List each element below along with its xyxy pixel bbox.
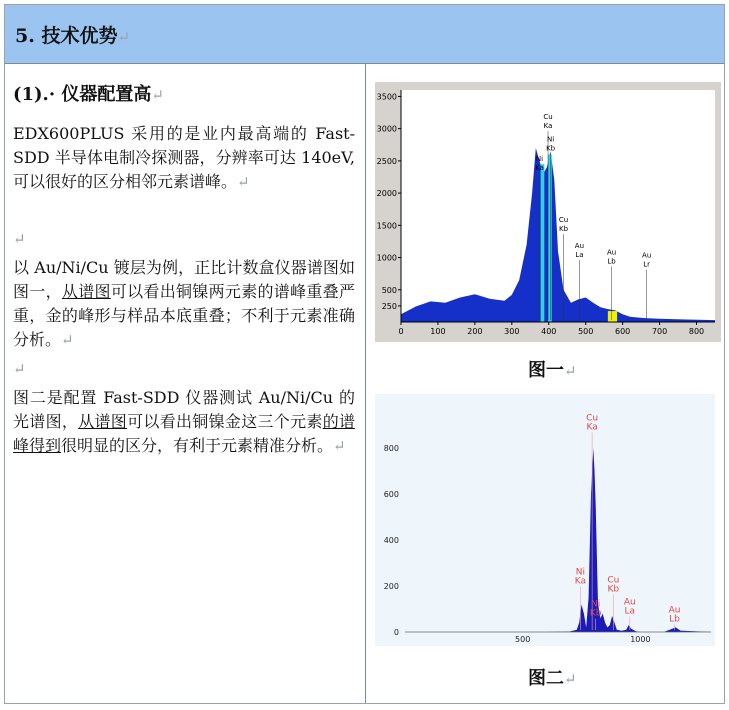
y-tick-label: 1000 — [376, 253, 397, 263]
section-header — [5, 5, 724, 64]
y-tick-label: 250 — [381, 301, 397, 311]
paragraph-figure1: 以 Au/Ni/Cu 镀层为例，正比计数盒仪器谱图如图一，从谱图可以看出铜镍两元素的谱峰重叠严重，金的峰形与样品本底重叠；不利于元素准确分析。↵ — [13, 258, 355, 349]
x-tick-label: 700 — [651, 327, 668, 336]
underlined-text: 的谱峰得到 — [13, 412, 355, 455]
y-tick-label: 2000 — [376, 189, 397, 199]
section-title: 5. 技术优势↵ — [15, 25, 131, 47]
y-tick-label: 2500 — [376, 156, 397, 166]
peak-label: Au La — [623, 597, 636, 617]
peak-label: Au La — [574, 241, 585, 259]
peak-label: Ni Ka — [574, 567, 586, 587]
x-tick-label: 0 — [398, 327, 404, 336]
text-column — [5, 64, 365, 703]
x-tick-label: 200 — [467, 327, 483, 336]
peak-label: Au Lb — [668, 605, 681, 625]
empty-line-mark: ↵ — [13, 360, 26, 378]
cu-ka-band — [548, 154, 552, 322]
chart-background — [375, 394, 715, 646]
y-tick-label: 200 — [383, 582, 399, 591]
y-tick-label: 3500 — [376, 92, 397, 102]
y-tick-label: 800 — [383, 444, 399, 453]
figure-caption-1: 图一↵ — [528, 360, 577, 381]
ni-ka-band — [541, 164, 545, 322]
peak-label: Ni Kb — [546, 135, 556, 153]
return-mark-icon: ↵ — [151, 86, 164, 104]
spectrum-chart-2 — [375, 394, 715, 646]
document-table — [4, 4, 725, 704]
peak-label: Cu Kb — [607, 575, 620, 595]
y-tick-label: 1500 — [376, 221, 397, 231]
peak-label: Cu Kb — [558, 216, 569, 234]
peak-label: Ni Kb — [589, 599, 602, 619]
spectrum-chart-1 — [375, 82, 721, 342]
return-mark-icon: ↵ — [117, 28, 131, 46]
return-mark-icon: ↵ — [333, 437, 346, 455]
x-tick-label: 300 — [504, 327, 520, 336]
return-mark-icon: ↵ — [61, 331, 74, 349]
peak-label: Au Lb — [606, 248, 617, 266]
y-tick-label: 3000 — [376, 124, 397, 134]
peak-label: Cu Ka — [543, 113, 553, 130]
au-lb-band — [608, 311, 617, 322]
empty-line-mark: ↵ — [13, 230, 26, 248]
paragraph-figure2: 图二是配置 Fast-SDD 仪器测试 Au/Ni/Cu 的光谱图，从谱图可以看出铜镍金这三个元素的谱峰得到很明显的区分，有利于元素精准分析。↵ — [13, 388, 355, 455]
return-mark-icon: ↵ — [564, 362, 577, 380]
underlined-text: 从谱图 — [61, 282, 111, 301]
sub-heading: (1).· 仪器配置高↵ — [13, 84, 164, 105]
figure-caption-2: 图二↵ — [528, 668, 577, 689]
y-tick-label: 0 — [393, 628, 399, 637]
peak-label: Cu Ka — [586, 413, 599, 433]
x-tick-label: 100 — [430, 327, 446, 336]
x-tick-label: 500 — [515, 635, 531, 644]
peak-label: Ni Ka — [535, 154, 544, 172]
x-tick-label: 500 — [578, 327, 594, 336]
x-tick-label: 400 — [541, 327, 557, 336]
y-tick-label: 600 — [383, 490, 399, 499]
x-tick-label: 1000 — [630, 635, 651, 644]
return-mark-icon: ↵ — [237, 173, 250, 191]
paragraph-detector: EDX600PLUS 采用的是业内最高端的 Fast-SDD 半导体电制冷探测器，分辨率可达 140eV,可以很好的区分相邻元素谱峰。↵ — [13, 124, 355, 191]
x-tick-label: 800 — [688, 327, 705, 336]
underlined-text: 从谱图 — [78, 412, 128, 431]
return-mark-icon: ↵ — [564, 670, 577, 688]
figure-column — [366, 64, 724, 703]
peak-label: Au Lr — [642, 251, 652, 269]
y-tick-label: 500 — [381, 285, 397, 295]
x-tick-label: 600 — [615, 327, 631, 336]
y-tick-label: 400 — [383, 536, 399, 545]
